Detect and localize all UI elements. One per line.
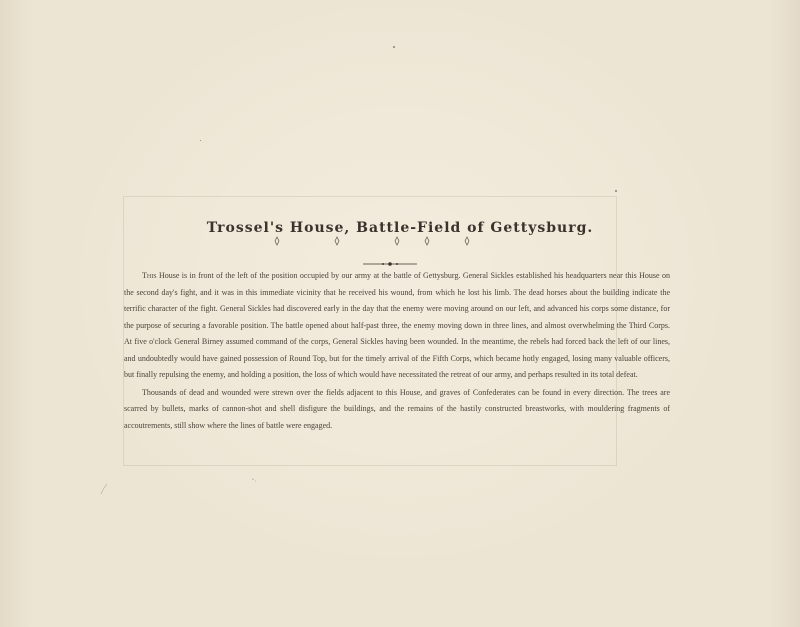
paragraph-text: House is in front of the left of the position occupied by our army at the battle of Gettysburg. General Sickles established his headquarters near this House on the second day's fight, and it was in this immediate vicinity that he received his wound, from which he lost his limb. The dead horses about the building indicate the terrific character of the fight. General Sickles had discovered early in the day that the enemy were moving around on our left, and advanced his corps some distance, for the purpose of securing a favorable position. The battle opened about half-past three, the enemy moving down in three lines, and almost overwhelming the Third Corps. At five o'clock General Birney assumed command of the corps, General Sickles having been wounded. In the meantime, the rebels had forced back the left of our lines, and undoubtedly would have gained possession of Round Top, but for the timely arrival of the Fifth Corps, which became hotly engaged, losing many valuable officers, but finally repulsing the enemy, and holding a position, the loss of which would have necessitated the retreat of our army, and perhaps resulted in its total defeat. xyxy=(124,271,670,379)
body-text xyxy=(124,268,670,434)
divider-ornament xyxy=(363,262,417,266)
paper-speck xyxy=(200,140,201,141)
paragraph-lead-word: This xyxy=(142,271,157,280)
page-title: Trossel's House, Battle-Field of Gettysburg. xyxy=(206,220,594,236)
paragraph-2 xyxy=(124,385,670,435)
paper-scratch-mark xyxy=(99,483,109,495)
page-mark: • , xyxy=(252,478,257,483)
title-flourish-ornament xyxy=(265,236,535,248)
paragraph-1 xyxy=(124,268,670,384)
paper-speck xyxy=(615,190,617,192)
paragraph-text: Thousands of dead and wounded were strewn over the fields adjacent to this House, and graves of Confederates can be found in every direction. The trees are scarred by bullets, marks of cannon-shot and shell disfigure the buildings, and the remains of the hastily constructed breastworks, with mouldering fragments of accoutrements, still show where the lines of battle were engaged. xyxy=(124,387,670,430)
paper-speck xyxy=(393,46,395,48)
